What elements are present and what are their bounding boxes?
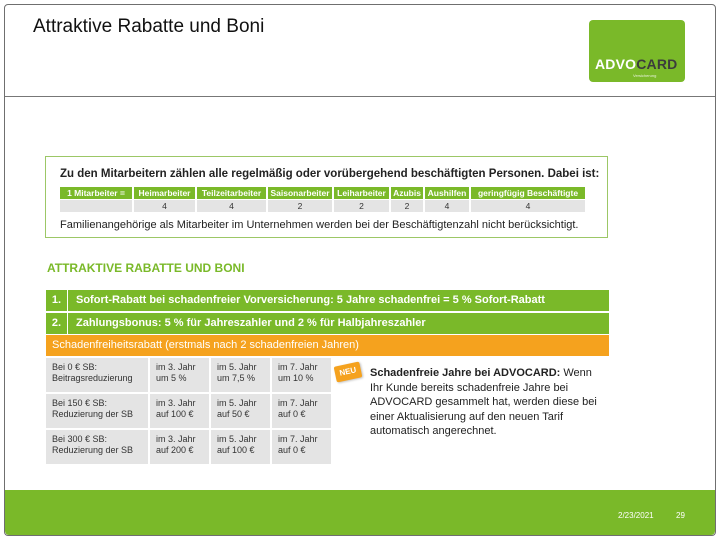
discounts-heading: ATTRAKTIVE RABATTE UND BONI — [47, 261, 245, 275]
employee-col-header: Saisonarbeiter — [268, 187, 332, 199]
grid-cell: im 5. Jahr um 7,5 % — [211, 358, 270, 392]
employee-col-header: Aushilfen — [425, 187, 469, 199]
slide-title: Attraktive Rabatte und Boni — [33, 16, 265, 37]
discount-bar-2 — [46, 313, 609, 334]
discount-number: 2. — [46, 313, 68, 334]
employee-col-value — [60, 200, 132, 212]
advocard-logo — [589, 20, 685, 82]
grid-cell: im 3. Jahr auf 100 € — [150, 394, 209, 428]
page-number: 29 — [676, 511, 685, 520]
grid-cell: im 7. Jahr um 10 % — [272, 358, 331, 392]
grid-cell: im 3. Jahr um 5 % — [150, 358, 209, 392]
employee-col — [334, 187, 389, 212]
new-badge: NEU — [334, 361, 363, 382]
grid-cell: Bei 0 € SB: Beitragsreduzierung — [46, 358, 148, 392]
footer-date: 2/23/2021 — [618, 511, 654, 520]
logo-advo: ADVO — [595, 56, 637, 72]
grid-row — [46, 394, 333, 428]
employee-col-value: 2 — [391, 200, 423, 212]
employee-col-value: 4 — [425, 200, 469, 212]
employee-col-header: Leiharbeiter — [334, 187, 389, 199]
employee-col — [471, 187, 585, 212]
discount-bar-1 — [46, 290, 609, 311]
grid-cell: im 7. Jahr auf 0 € — [272, 394, 331, 428]
discount-number: 1. — [46, 290, 68, 311]
grid-cell: Bei 300 € SB: Reduzierung der SB — [46, 430, 148, 464]
grid-cell: im 5. Jahr auf 50 € — [211, 394, 270, 428]
discount-text: Zahlungsbonus: 5 % für Jahreszahler und 2 % für Halbjahreszahler — [76, 317, 426, 329]
grid-row — [46, 358, 333, 392]
employee-col — [197, 187, 266, 212]
employee-col-header: 1 Mitarbeiter = — [60, 187, 132, 199]
no-claims-grid — [46, 358, 333, 466]
grid-row — [46, 430, 333, 464]
logo-tagline: Versicherung — [633, 73, 657, 78]
logo-wordmark — [595, 56, 678, 72]
header-divider — [5, 96, 715, 97]
grid-cell: im 3. Jahr auf 200 € — [150, 430, 209, 464]
grid-cell: Bei 150 € SB: Reduzierung der SB — [46, 394, 148, 428]
employee-definition-box — [45, 156, 608, 238]
employee-col-header: Heimarbeiter — [134, 187, 195, 199]
grid-cell: im 5. Jahr auf 100 € — [211, 430, 270, 464]
employee-heading: Zu den Mitarbeitern zählen alle regelmäßig oder vorübergehend beschäftigten Personen. Dabei ist: — [60, 168, 600, 180]
employee-col-header: Azubis — [391, 187, 423, 199]
employee-footnote: Familienangehörige als Mitarbeiter im Unternehmen werden bei der Beschäftigtenzahl nicht berücksichtigt. — [60, 219, 579, 231]
employee-table — [60, 187, 587, 212]
employee-col-value: 4 — [471, 200, 585, 212]
employee-col — [268, 187, 332, 212]
employee-col-value: 4 — [134, 200, 195, 212]
new-feature-text — [370, 366, 602, 439]
employee-col-header: geringfügig Beschäftigte — [471, 187, 585, 199]
new-feature-title: Schadenfreie Jahre bei ADVOCARD: — [370, 367, 561, 379]
employee-col — [134, 187, 195, 212]
employee-col — [425, 187, 469, 212]
employee-col — [60, 187, 132, 212]
employee-col-value: 2 — [334, 200, 389, 212]
footer-bar — [5, 490, 715, 535]
employee-col-value: 4 — [197, 200, 266, 212]
logo-card: CARD — [636, 56, 678, 72]
employee-col-value: 2 — [268, 200, 332, 212]
discount-text: Sofort-Rabatt bei schadenfreier Vorversicherung: 5 Jahre schadenfrei = 5 % Sofort-Rabatt — [76, 294, 545, 306]
employee-col-header: Teilzeitarbeiter — [197, 187, 266, 199]
employee-col — [391, 187, 423, 212]
grid-cell: im 7. Jahr auf 0 € — [272, 430, 331, 464]
no-claims-bar: Schadenfreiheitsrabatt (erstmals nach 2 schadenfreien Jahren) — [46, 335, 609, 356]
new-feature-body: Wenn Ihr Kunde bereits schadenfreie Jahre bei ADVOCARD gesammelt hat, werden diese bei einer Aktualisierung auf den neuen Tarif automatisch angerechnet. — [370, 367, 597, 437]
